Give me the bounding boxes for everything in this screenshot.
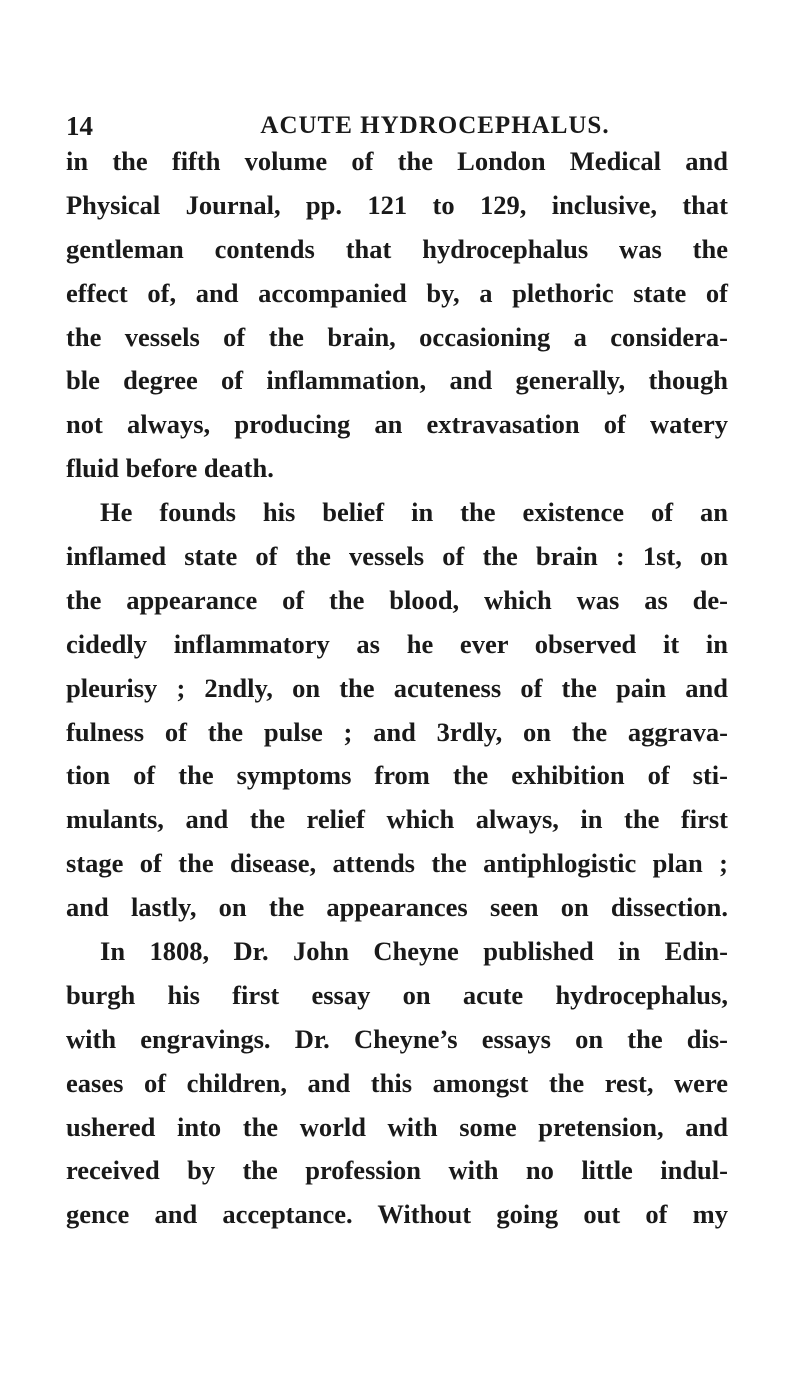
text-line: inflamed state of the vessels of the brain : 1st, on — [66, 541, 728, 572]
text-line: stage of the disease, attends the antiphlogistic plan ; — [66, 848, 728, 879]
text-line: received by the profession with no little indul- — [66, 1155, 728, 1186]
running-title: ACUTE HYDROCEPHALUS. — [260, 112, 610, 139]
text-line: In 1808, Dr. John Cheyne published in Edin- — [100, 936, 728, 967]
text-line: fulness of the pulse ; and 3rdly, on the aggrava- — [66, 716, 728, 747]
text-line: effect of, and accompanied by, a plethoric state of — [66, 277, 728, 308]
running-header — [66, 108, 728, 144]
text-line: and lastly, on the appearances seen on dissection. — [66, 892, 728, 923]
text-line: ushered into the world with some pretension, and — [66, 1111, 728, 1142]
text-line: Physical Journal, pp. 121 to 129, inclusive, that — [66, 189, 728, 220]
page-number: 14 — [66, 111, 93, 141]
text-line: eases of children, and this amongst the rest, were — [66, 1067, 728, 1098]
text-line: the vessels of the brain, occasioning a considera- — [66, 321, 728, 352]
text-line: burgh his first essay on acute hydrocephalus, — [66, 979, 728, 1010]
text-line: with engravings. Dr. Cheyne’s essays on the dis- — [66, 1023, 728, 1054]
text-line: He founds his belief in the existence of an — [100, 497, 728, 528]
text-line: in the fifth volume of the London Medical and — [66, 146, 728, 176]
text-line: gentleman contends that hydrocephalus was the — [66, 233, 728, 264]
text-line: tion of the symptoms from the exhibition of sti- — [66, 760, 728, 791]
text-line: the appearance of the blood, which was as de- — [66, 584, 728, 615]
text-line: cidedly inflammatory as he ever observed it in — [66, 628, 728, 659]
body-text — [66, 140, 728, 1237]
text-line: not always, producing an extravasation of watery — [66, 409, 728, 440]
text-line: gence and acceptance. Without going out of my — [66, 1199, 728, 1230]
text-line: fluid before death. — [66, 453, 274, 484]
text-line: ble degree of inflammation, and generally, though — [66, 365, 728, 396]
text-line: pleurisy ; 2ndly, on the acuteness of the pain and — [66, 672, 728, 703]
text-line: mulants, and the relief which always, in the first — [66, 804, 728, 835]
